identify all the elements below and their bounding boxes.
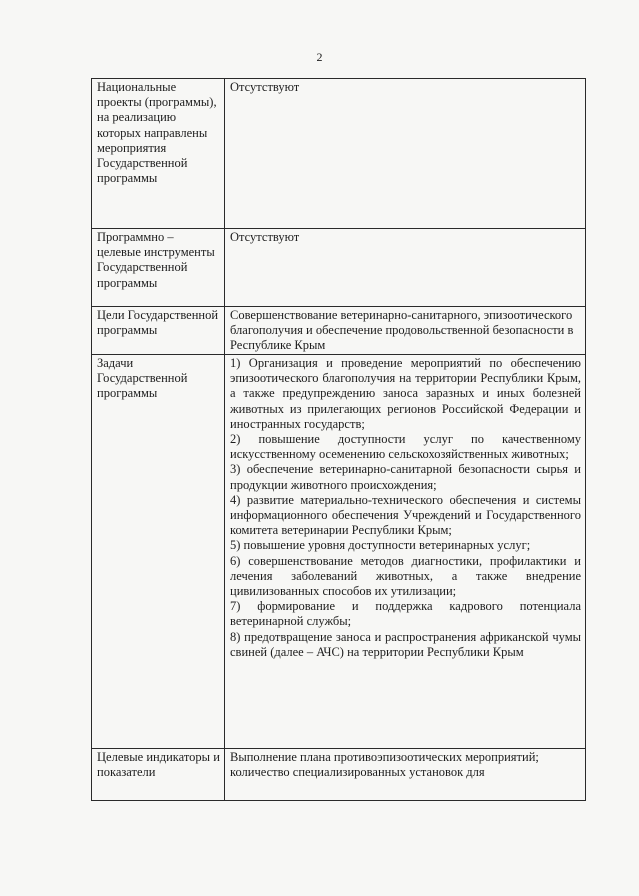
value-paragraph: 8) предотвращение заноса и распространения африканской чумы свиней (далее – АЧС) на территории Республики Крым [230, 629, 581, 659]
value-paragraph: 3) обеспечение ветеринарно-санитарной безопасности сырья и продукции животного происхождения; [230, 462, 581, 492]
value-paragraph: 5) повышение уровня доступности ветеринарных услуг; [230, 538, 531, 553]
row-value [225, 355, 586, 749]
row-label: Задачи Государственной программы [92, 355, 225, 749]
value-paragraph: 1) Организация и проведение мероприятий по обеспечению эпизоотического благополучия на территории Республики Крым, а также предупреждению заноса заразных и иных болезней животных из прилегающих регионов Российской Федерации и иностранных государств; [230, 356, 581, 431]
value-paragraph: количество специализированных установок для [230, 765, 485, 780]
value-paragraph: Совершенствование ветеринарно-санитарного, эпизоотического благополучия и обеспечение продовольственной безопасности в Республике Крым [230, 308, 574, 353]
value-paragraph: Выполнение плана противоэпизоотических мероприятий; [230, 750, 539, 764]
table-row [92, 229, 586, 307]
value-paragraph: Отсутствуют [230, 230, 300, 244]
value-paragraph: 2) повышение доступности услуг по качественному искусственному осеменению сельскохозяйственных животных; [230, 432, 581, 462]
value-paragraph: 4) развитие материально-технического обеспечения и системы информационного обеспечения Учреждений и Государственного комитета ветеринарии Республики Крым; [230, 492, 581, 538]
page-number: 2 [316, 50, 323, 64]
table-row [92, 307, 586, 355]
table-row [92, 355, 586, 749]
value-paragraph: 6) совершенствование методов диагностики, профилактики и лечения заболеваний животных, а также внедрение цивилизованных способов их утилизации; [230, 553, 581, 599]
table-row [92, 749, 586, 801]
row-label: Целевые индикаторы и показатели [92, 749, 225, 801]
row-value [225, 749, 586, 801]
row-value [225, 307, 586, 355]
value-paragraph: 7) формирование и поддержка кадрового потенциала ветеринарной службы; [230, 599, 581, 629]
value-paragraph: Отсутствуют [230, 80, 300, 94]
row-value [225, 229, 586, 307]
row-label: Национальные проекты (программы), на реализацию которых направлены мероприятия Государственной программы [92, 79, 225, 229]
program-passport-table [91, 78, 586, 801]
table-row [92, 79, 586, 229]
row-label: Цели Государственной программы [92, 307, 225, 355]
row-label: Программно – целевые инструменты Государственной программы [92, 229, 225, 307]
row-value [225, 79, 586, 229]
